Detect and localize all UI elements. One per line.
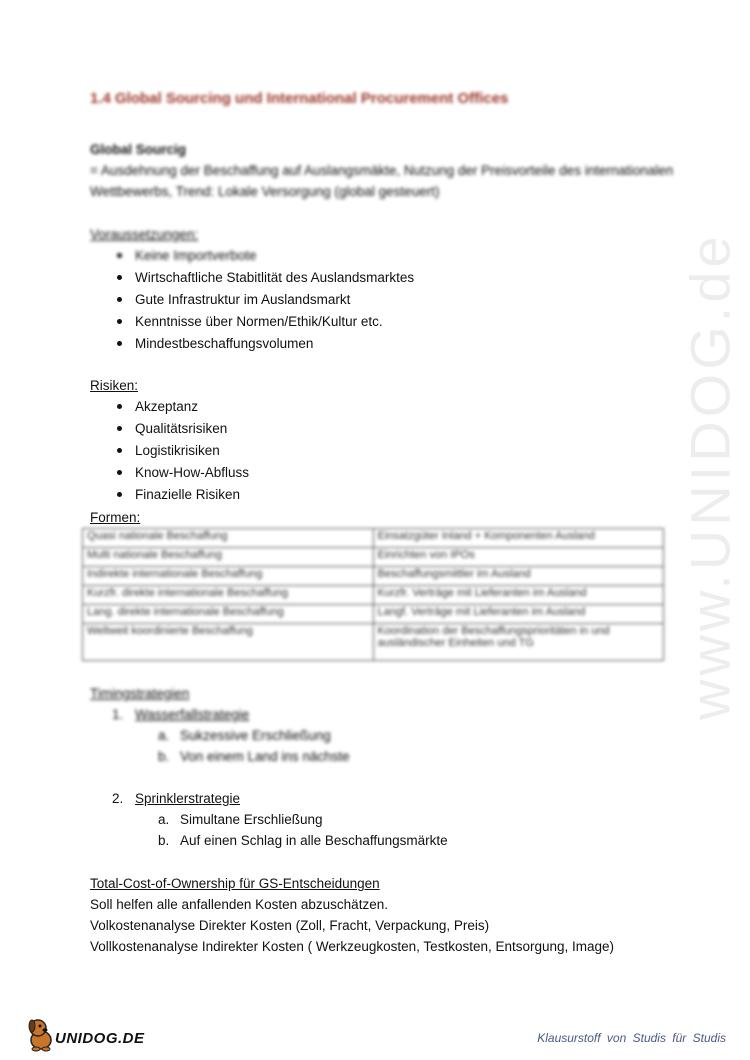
list-item: Know-How-Abfluss: [90, 462, 249, 484]
tco-line-1: Soll helfen alle anfallenden Kosten abzuschätzen.: [90, 897, 388, 912]
list-item: Finazielle Risiken: [90, 484, 249, 506]
table-cell: Beschaffungsmittler im Ausland: [373, 567, 664, 586]
substep-letter: b.: [158, 833, 170, 848]
strategy-2-title: Sprinklerstrategie: [135, 791, 241, 806]
watermark: www.UNIDOG.de: [678, 232, 742, 720]
substep-letter: b.: [158, 749, 170, 764]
list-item: Wirtschaftliche Stabitlität des Auslandsmarktes: [90, 267, 414, 289]
list-item: Mindestbeschaffungsvolumen: [90, 333, 414, 355]
list-item: Gute Infrastruktur im Auslandsmarkt: [90, 289, 414, 311]
strategy-2-item-b: Auf einen Schlag in alle Beschaffungsmärkte: [180, 833, 448, 848]
list-item: Keine Importverbote: [90, 245, 414, 267]
table-cell: Langf. Verträge mit Lieferanten im Ausland: [373, 605, 664, 624]
global-sourcing-line-1: = Ausdehnung der Beschaffung auf Auslangsmäkte, Nutzung der Preisvorteile des internationalen: [90, 163, 674, 178]
strategy-2-item-a: Simultane Erschließung: [180, 812, 323, 827]
voraussetzungen-title: Voraussetzungen:: [90, 227, 199, 242]
formen-table: [82, 528, 664, 661]
list-item: Qualitätsrisiken: [90, 418, 249, 440]
step-number: 1.: [112, 707, 124, 722]
tco-line-3: Vollkostenanalyse Indirekter Kosten ( Werkzeugkosten, Testkosten, Entsorgung, Image): [90, 939, 615, 954]
section-heading: 1.4 Global Sourcing und International Procurement Offices: [90, 90, 509, 107]
tco-line-2: Volkostenanalyse Direkter Kosten (Zoll, Fracht, Verpackung, Preis): [90, 918, 490, 933]
table-cell: Kurzfr. direkte internationale Beschaffung: [83, 586, 374, 605]
list-item: Akzeptanz: [90, 396, 249, 418]
voraussetzungen-list: [90, 245, 414, 355]
table-row: [83, 548, 664, 567]
table-cell: Koordination der Beschaffungsprioritäten in und ausländischer Einheiten und TG: [373, 624, 664, 661]
table-row: [83, 567, 664, 586]
table-row: [83, 529, 664, 548]
strategy-1-title: Wasserfallstrategie: [135, 707, 250, 722]
table-cell: Einsatzgüter Inland + Komponenten Ausland: [373, 529, 664, 548]
substep-letter: a.: [158, 812, 170, 827]
global-sourcing-line-2: Wettbewerbs, Trend: Lokale Versorgung (global gesteuert): [90, 184, 440, 199]
formen-title: Formen:: [90, 510, 141, 525]
tco-title: Total-Cost-of-Ownership für GS-Entscheidungen: [90, 876, 380, 891]
substep-letter: a.: [158, 728, 170, 743]
strategy-1-item-b: Von einem Land ins nächste: [180, 749, 350, 764]
list-item: Logistikrisiken: [90, 440, 249, 462]
table-cell: Indirekte internationale Beschaffung: [83, 567, 374, 586]
table-cell: Quasi nationale Beschaffung: [83, 529, 374, 548]
table-cell: Einrichten von IPOs: [373, 548, 664, 567]
footer-tagline: Klausurstoff von Studis für Studis: [537, 1031, 726, 1045]
table-cell: Weltweit koordinierte Beschaffung: [83, 624, 374, 661]
risiken-list: [90, 396, 249, 506]
table-cell: Multi nationale Beschaffung: [83, 548, 374, 567]
table-cell: Kurzfr. Verträge mit Lieferanten im Ausland: [373, 586, 664, 605]
table-row: [83, 586, 664, 605]
logo-text: UNIDOG.DE: [55, 1030, 145, 1047]
risiken-title: Risiken:: [90, 378, 139, 393]
list-item: Kenntnisse über Normen/Ethik/Kultur etc.: [90, 311, 414, 333]
table-row: [83, 605, 664, 624]
timing-title: Timingstrategien: [90, 686, 190, 701]
strategy-1-item-a: Sukzessive Erschließung: [180, 728, 331, 743]
step-number: 2.: [112, 791, 124, 806]
global-sourcing-title: Global Sourcig: [90, 142, 187, 157]
table-cell: Lang. direkte internationale Beschaffung: [83, 605, 374, 624]
table-row: [83, 624, 664, 661]
